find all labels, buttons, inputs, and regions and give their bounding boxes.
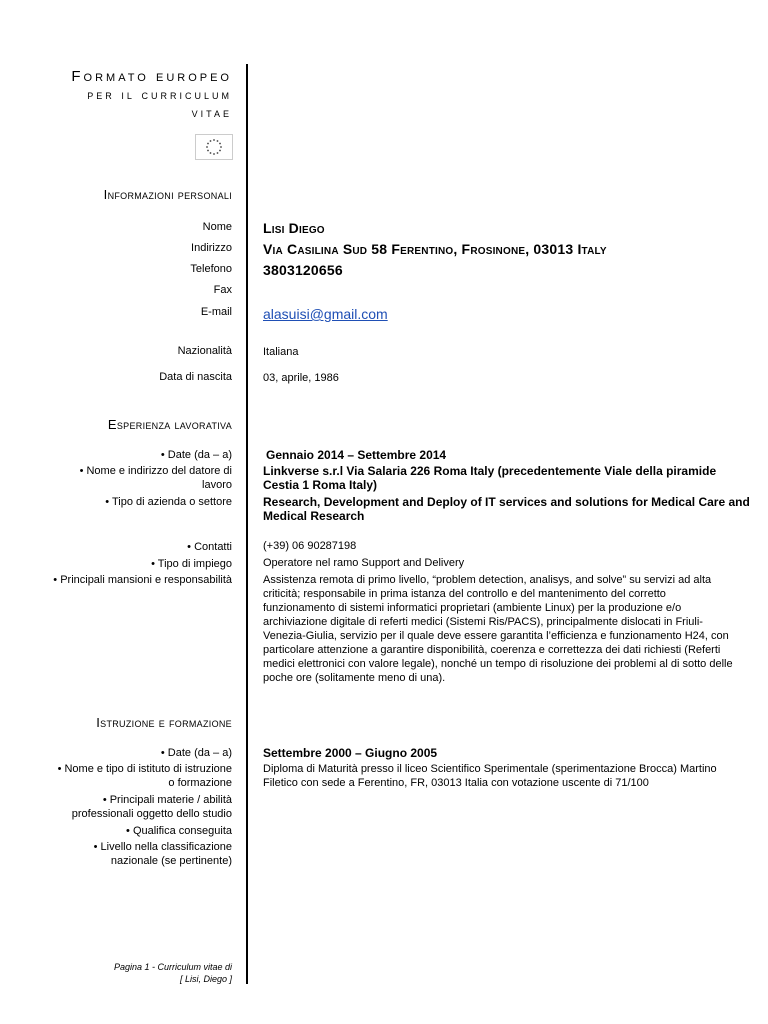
header-line-2: per il curriculum xyxy=(87,87,232,102)
footer-line-2: [ Lisi, Diego ] xyxy=(179,974,232,984)
footer-line-1: Pagina 1 - Curriculum vitae di xyxy=(113,962,232,972)
value-job-type: Operatore nel ramo Support and Delivery xyxy=(263,557,465,569)
value-address: Via Casilina Sud 58 Ferentino, Frosinone, 03013 Italy xyxy=(263,241,607,257)
value-contacts: (+39) 06 90287198 xyxy=(263,540,357,552)
label-email: E-mail xyxy=(200,306,232,318)
duties-line: particolare attenzione a garantire disponibilità, coerenza e correttezza dei dati richiesti (Referti xyxy=(263,644,721,656)
value-sector-2: Medical Research xyxy=(263,509,365,523)
label-subjects-1: • Principali materie / abilità xyxy=(102,794,232,806)
label-institute-1: • Nome e tipo di istituto di istruzione xyxy=(57,763,232,775)
value-name: Lisi Diego xyxy=(263,220,325,236)
section-title-experience: Esperienza lavorativa xyxy=(107,417,232,432)
value-employer-1: Linkverse s.r.l Via Salaria 226 Roma Italy (precedentemente Viale della piramide xyxy=(263,464,717,478)
duties-line: Venezia-Giulia, servizio per il quale deve essere garantita l’efficienza e funzionamento H24, con xyxy=(263,630,729,642)
label-phone: Telefono xyxy=(190,263,232,275)
section-title-personal: Informazioni personali xyxy=(103,187,232,202)
label-job-type: • Tipo di impiego xyxy=(151,558,232,570)
value-exp-dates: Gennaio 2014 – Settembre 2014 xyxy=(266,448,447,462)
label-employer-2: lavoro xyxy=(202,479,232,491)
value-employer-2: Cestia 1 Roma Italy) xyxy=(263,478,378,492)
label-birth: Data di nascita xyxy=(159,371,232,383)
label-subjects-2: professionali oggetto dello studio xyxy=(71,808,232,820)
duties-line: criticità; responsabile in prima istanza del controllo e del mantenimento del corretto xyxy=(263,588,666,600)
value-birth: 03, aprile, 1986 xyxy=(263,372,339,384)
value-nationality: Italiana xyxy=(263,346,299,358)
label-name: Nome xyxy=(202,221,232,233)
value-sector-1: Research, Development and Deploy of IT services and solutions for Medical Care and xyxy=(263,495,750,509)
value-institute-1: Diploma di Maturità presso il liceo Scientifico Sperimentale (sperimentazione Brocca) Martino xyxy=(263,763,717,775)
label-qualification: • Qualifica conseguita xyxy=(126,825,232,837)
value-institute-2: Filetico con sede a Ferentino, FR, 03013 Italia con votazione uscente di 71/100 xyxy=(263,777,649,789)
duties-line: Assistenza remota di primo livello, “problem detection, analisys, and solve” su servizi ad alta xyxy=(263,574,712,586)
label-level-2: nazionale (se pertinente) xyxy=(110,855,232,867)
label-fax: Fax xyxy=(213,284,232,296)
label-nationality: Nazionalità xyxy=(177,345,232,357)
value-phone: 3803120656 xyxy=(263,262,343,278)
section-title-education: Istruzione e formazione xyxy=(96,715,232,730)
label-contacts: • Contatti xyxy=(187,541,232,553)
label-sector: • Tipo di azienda o settore xyxy=(105,496,232,508)
value-edu-dates: Settembre 2000 – Giugno 2005 xyxy=(263,746,438,760)
label-edu-dates: • Date (da – a) xyxy=(160,747,232,759)
header-line-3: vitae xyxy=(191,105,232,120)
duties-line: medici elettronici con valore legale), nonché un tempo di risoluzione dei problemi al di sotto delle xyxy=(263,658,733,670)
eu-flag-icon xyxy=(195,134,233,160)
email-link[interactable]: alasuisi@gmail.com xyxy=(263,306,388,322)
label-employer-1: • Nome e indirizzo del datore di xyxy=(79,465,232,477)
duties-line: funzionamento di sistemi informatici proprietari (ambiente Linux) per la produzione e/o xyxy=(263,602,682,614)
label-institute-2: o formazione xyxy=(168,777,232,789)
vertical-divider xyxy=(246,64,248,984)
label-address: Indirizzo xyxy=(191,242,232,254)
header-line-1: Formato europeo xyxy=(71,68,232,85)
label-exp-dates: • Date (da – a) xyxy=(160,449,232,461)
duties-line: archiviazione digitale di referti medici (Sistemi Ris/PACS), principalmente dislocati in Friuli- xyxy=(263,616,703,628)
label-duties: • Principali mansioni e responsabilità xyxy=(53,574,232,586)
duties-line: poche ore (solitamente meno di una). xyxy=(263,672,446,684)
label-level-1: • Livello nella classificazione xyxy=(93,841,232,853)
